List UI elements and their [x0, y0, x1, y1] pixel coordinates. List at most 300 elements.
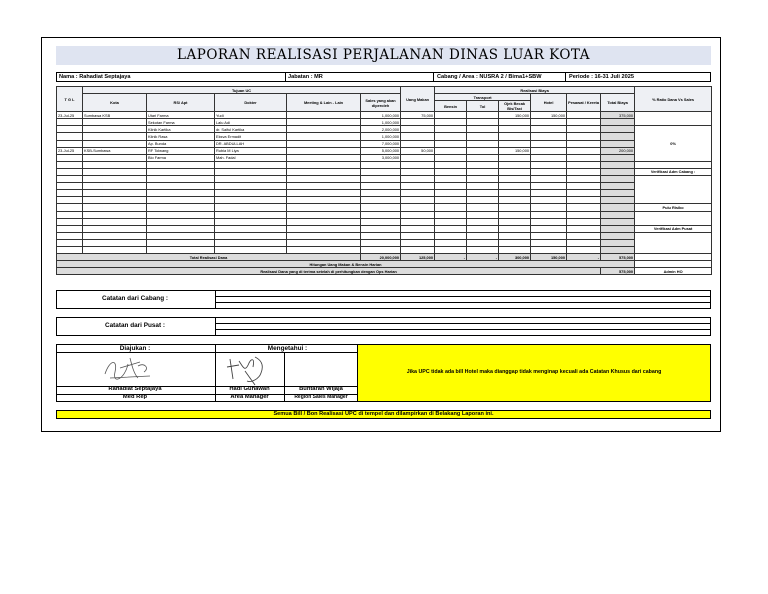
header-pesawat: Pesawat / Kereta: [567, 94, 601, 112]
cell-tol: [467, 176, 499, 183]
header-ratio: % Ratio Dana Vs Sales: [635, 87, 712, 112]
cell-tol: [467, 246, 499, 253]
cell-total: [601, 161, 635, 168]
cell-uang-makan: [401, 161, 435, 168]
cell-sales: [361, 232, 401, 239]
table-row: [57, 147, 712, 154]
cell-ojek: [499, 190, 531, 197]
ratio-value: 0%: [635, 126, 712, 161]
cell-tol: [467, 140, 499, 147]
table-row: [57, 190, 712, 197]
total-uang-makan: 125,000: [401, 254, 435, 261]
cell-bensin: [435, 161, 467, 168]
cell-hotel: [531, 197, 567, 204]
catatan-cabang-label: Catatan dari Cabang :: [101, 295, 169, 302]
cell-rs: Ap. Bunda: [147, 140, 215, 147]
cell-dokter: [215, 204, 287, 211]
cell-uang-makan: 75,000: [401, 112, 435, 119]
cell-kota: [83, 119, 147, 126]
cell-tgl: [57, 154, 83, 161]
cell-pesawat: [567, 147, 601, 154]
cell-uang-makan: [401, 225, 435, 232]
cell-tol: [467, 211, 499, 218]
cell-pesawat: [567, 225, 601, 232]
cell-uang-makan: 50,000: [401, 147, 435, 154]
cell-ojek: 150,000: [499, 147, 531, 154]
cell-bensin: [435, 183, 467, 190]
total-ojek: 300,000: [499, 254, 531, 261]
cell-meeting: [287, 190, 361, 197]
jabatan-field: Jabatan : MR: [288, 74, 323, 80]
cell-tol: [467, 197, 499, 204]
cell-meeting: [287, 246, 361, 253]
cell-rs: RF Tolwang: [147, 147, 215, 154]
cell-meeting: [287, 239, 361, 246]
cell-hotel: [531, 140, 567, 147]
cell-total: 375,000: [601, 112, 635, 119]
cell-rs: Klinik Kartika: [147, 126, 215, 133]
cell-rs: [147, 168, 215, 175]
header-dokter: Dokter: [215, 94, 287, 112]
cell-bensin: [435, 126, 467, 133]
cell-dokter: Eksva Ermadit: [215, 133, 287, 140]
cell-ojek: [499, 239, 531, 246]
cell-sales: [361, 246, 401, 253]
cell-kota: [83, 239, 147, 246]
cell-uang-makan: [401, 133, 435, 140]
cell-kota: [83, 183, 147, 190]
footer-text: Semua Bill / Bon Realisasi UPC di tempel dan dilampirkan di Belakang Laporan ini.: [273, 411, 494, 417]
cell-uang-makan: [401, 239, 435, 246]
cell-hotel: [531, 232, 567, 239]
cell-tol: [467, 239, 499, 246]
header-tujuan: Tujuan UC: [83, 87, 401, 94]
table-row: [57, 239, 712, 246]
diajukan-label: Diajukan :: [119, 345, 151, 352]
cell-ojek: [499, 154, 531, 161]
nama-field: Nama : Rahadiat Septajaya: [59, 74, 131, 80]
cell-pesawat: [567, 140, 601, 147]
cell-hotel: [531, 126, 567, 133]
cell-tol: [467, 119, 499, 126]
cell-tol: [467, 190, 499, 197]
cell-bensin: [435, 154, 467, 161]
cell-ojek: 150,000: [499, 112, 531, 119]
table-row: [57, 168, 712, 175]
cell-kota: [83, 197, 147, 204]
cell-tgl: [57, 176, 83, 183]
cell-bensin: [435, 225, 467, 232]
signer-3-name: Buntaran Wijaja: [299, 386, 343, 392]
cell-kota: Sumbawa KSB: [83, 112, 147, 119]
cell-uang-makan: [401, 190, 435, 197]
cell-hotel: [531, 239, 567, 246]
cell-bensin: [435, 147, 467, 154]
cell-total: [601, 126, 635, 133]
cell-ojek: [499, 133, 531, 140]
cell-sales: [361, 168, 401, 175]
cell-uang-makan: [401, 204, 435, 211]
cell-pesawat: [567, 119, 601, 126]
cell-tgl: [57, 246, 83, 253]
cell-ojek: [499, 140, 531, 147]
cell-bensin: [435, 190, 467, 197]
cell-total: [601, 239, 635, 246]
cell-kota: KSB-Sumbawa: [83, 147, 147, 154]
cell-tol: [467, 218, 499, 225]
total-label: Total Realisasi Dana: [57, 254, 361, 261]
periode-field: Periode : 16-31 Juli 2025: [569, 74, 634, 80]
cell-total: [601, 154, 635, 161]
cell-kota: [83, 126, 147, 133]
cell-tgl: [57, 232, 83, 239]
table-row: [57, 218, 712, 225]
cell-sales: 1,000,000: [361, 119, 401, 126]
cell-kota: [83, 133, 147, 140]
cell-ojek: [499, 218, 531, 225]
realisasi-label: Realisasi Dana yang di terima setelah di perhitungkan dengan Ops Harian: [57, 268, 601, 275]
cell-sales: [361, 183, 401, 190]
cell-total: 200,000: [601, 147, 635, 154]
cell-tol: [467, 133, 499, 140]
cell-dokter: [215, 239, 287, 246]
cell-total: [601, 133, 635, 140]
cell-kota: [83, 211, 147, 218]
cell-rs: [147, 211, 215, 218]
cell-rs: [147, 176, 215, 183]
cell-sales: 1,000,000: [361, 112, 401, 119]
cell-rs: Klinik Rasa: [147, 133, 215, 140]
note-text: Jika UPC tidak ada bill Hotel maka dianggap tidak menginap kecuali ada Catatan Khusus dari cabang: [406, 369, 662, 375]
cell-meeting: [287, 183, 361, 190]
table-row: [57, 204, 712, 211]
cell-tgl: 23-Jul-25: [57, 147, 83, 154]
cell-bensin: [435, 197, 467, 204]
cell-tgl: [57, 119, 83, 126]
cell-total: [601, 190, 635, 197]
total-bensin: -: [435, 254, 467, 261]
cell-kota: [83, 168, 147, 175]
header-sales: Sales yang akan diperoleh: [361, 94, 401, 112]
cell-pesawat: [567, 168, 601, 175]
cell-meeting: [287, 211, 361, 218]
cell-ojek: [499, 246, 531, 253]
cell-dokter: [215, 218, 287, 225]
cell-uang-makan: [401, 126, 435, 133]
cell-ojek: [499, 183, 531, 190]
cell-rs: Utari Farma: [147, 112, 215, 119]
table-row: [57, 232, 712, 239]
cell-sales: [361, 176, 401, 183]
total-tol: -: [467, 254, 499, 261]
cell-meeting: [287, 176, 361, 183]
cell-kota: [83, 140, 147, 147]
cell-bensin: [435, 246, 467, 253]
cell-dokter: DR. ABDULLAH: [215, 140, 287, 147]
cell-tgl: [57, 133, 83, 140]
cell-tgl: [57, 183, 83, 190]
cell-meeting: [287, 204, 361, 211]
cell-dokter: [215, 211, 287, 218]
totals-row: [57, 254, 712, 261]
cell-pesawat: [567, 211, 601, 218]
cell-pesawat: [567, 190, 601, 197]
cell-uang-makan: [401, 154, 435, 161]
cell-bensin: [435, 218, 467, 225]
report-title: LAPORAN REALISASI PERJALANAN DINAS LUAR KOTA: [56, 46, 711, 65]
table-row: [57, 140, 712, 147]
cell-tgl: [57, 239, 83, 246]
cell-total: [601, 176, 635, 183]
cell-tol: [467, 183, 499, 190]
admin-ho-label: Admin HO: [635, 268, 712, 275]
cell-uang-makan: [401, 197, 435, 204]
cell-dokter: [215, 183, 287, 190]
cell-meeting: [287, 225, 361, 232]
signer-1-name: Rahadiat Septajaya: [108, 386, 162, 392]
cell-rs: [147, 183, 215, 190]
cell-kota: [83, 225, 147, 232]
cell-uang-makan: [401, 183, 435, 190]
header-ojek: Ojek Becak Bis/Taxi: [499, 101, 531, 112]
cell-meeting: [287, 140, 361, 147]
cell-kota: [83, 204, 147, 211]
cell-ojek: [499, 161, 531, 168]
cell-tol: [467, 112, 499, 119]
cell-bensin: [435, 133, 467, 140]
cell-hotel: [531, 190, 567, 197]
signer-2-role: Area Manager: [230, 394, 269, 400]
cell-tgl: [57, 190, 83, 197]
header-tol: Tol: [467, 101, 499, 112]
header-rs: RS/ Apt: [147, 94, 215, 112]
total-pesawat: -: [567, 254, 601, 261]
cell-tol: [467, 168, 499, 175]
cell-kota: [83, 154, 147, 161]
cell-pesawat: [567, 246, 601, 253]
cell-hotel: [531, 154, 567, 161]
cell-sales: [361, 239, 401, 246]
pulu-risiko-label: Pulu Risiko: [635, 204, 712, 211]
cell-dokter: [215, 197, 287, 204]
cell-meeting: [287, 147, 361, 154]
cell-sales: [361, 225, 401, 232]
cell-dokter: [215, 161, 287, 168]
cell-sales: [361, 197, 401, 204]
cell-meeting: [287, 133, 361, 140]
cell-dokter: dr. Saiful Kartika: [215, 126, 287, 133]
cell-bensin: [435, 119, 467, 126]
header-bensin: Bensin: [435, 101, 467, 112]
cell-sales: [361, 204, 401, 211]
cell-pesawat: [567, 197, 601, 204]
cell-tol: [467, 225, 499, 232]
total-total: 575,000: [601, 254, 635, 261]
header-uang-makan: Uang Makan: [401, 87, 435, 112]
cell-meeting: [287, 197, 361, 204]
cell-hotel: [531, 246, 567, 253]
cell-sales: 5,000,000: [361, 147, 401, 154]
cell-rs: [147, 161, 215, 168]
table-row: [57, 112, 712, 119]
cell-bensin: [435, 239, 467, 246]
cell-kota: [83, 232, 147, 239]
cell-meeting: [287, 168, 361, 175]
total-sales: 20,000,000: [361, 254, 401, 261]
realisasi-total: 575,000: [601, 268, 635, 275]
cell-hotel: 150,000: [531, 112, 567, 119]
cell-ojek: [499, 197, 531, 204]
mengetahui-label: Mengetahui :: [267, 345, 308, 352]
cell-bensin: [435, 176, 467, 183]
cell-rs: [147, 190, 215, 197]
signature-hadi: [225, 353, 275, 387]
cell-uang-makan: [401, 119, 435, 126]
cell-hotel: [531, 183, 567, 190]
signer-3-role: Region Sales Manager: [294, 394, 348, 400]
cell-ojek: [499, 126, 531, 133]
cell-total: [601, 140, 635, 147]
cell-sales: 2,000,000: [361, 126, 401, 133]
cell-uang-makan: [401, 176, 435, 183]
signature-rahadiat: [100, 354, 160, 384]
cell-ojek: [499, 176, 531, 183]
cell-pesawat: [567, 154, 601, 161]
cell-tol: [467, 147, 499, 154]
cell-meeting: [287, 218, 361, 225]
table-row: [57, 133, 712, 140]
cell-pesawat: [567, 239, 601, 246]
cell-tgl: [57, 211, 83, 218]
cell-pesawat: [567, 232, 601, 239]
cell-uang-makan: [401, 232, 435, 239]
cell-tol: [467, 161, 499, 168]
cell-pesawat: [567, 126, 601, 133]
cell-tgl: [57, 161, 83, 168]
cell-kota: [83, 218, 147, 225]
cell-pesawat: [567, 218, 601, 225]
cell-pesawat: [567, 161, 601, 168]
cell-uang-makan: [401, 218, 435, 225]
cell-tol: [467, 126, 499, 133]
cell-rs: [147, 197, 215, 204]
cell-kota: [83, 246, 147, 253]
cell-rs: Bio Farma: [147, 154, 215, 161]
cell-hotel: [531, 168, 567, 175]
cell-bensin: [435, 140, 467, 147]
cell-ojek: [499, 232, 531, 239]
table-row: [57, 197, 712, 204]
signer-1-role: Med Rep: [122, 394, 148, 400]
cell-uang-makan: [401, 140, 435, 147]
header-realisasi: Realisasi Biaya: [435, 87, 635, 94]
cell-tgl: [57, 218, 83, 225]
verif-pusat-label: Verifikasi Adm Pusat: [635, 225, 712, 232]
cell-rs: Sekotan Farma: [147, 119, 215, 126]
cell-ojek: [499, 119, 531, 126]
cell-meeting: [287, 232, 361, 239]
cell-total: [601, 204, 635, 211]
cell-hotel: [531, 204, 567, 211]
cell-hotel: [531, 147, 567, 154]
cell-dokter: Rubia M Liya: [215, 147, 287, 154]
cell-bensin: [435, 112, 467, 119]
cell-hotel: [531, 161, 567, 168]
cell-total: [601, 232, 635, 239]
cell-bensin: [435, 232, 467, 239]
table-row: [57, 126, 712, 133]
info-bar: [56, 72, 711, 82]
header-kota: Kota: [83, 94, 147, 112]
cell-meeting: [287, 161, 361, 168]
cell-dokter: [215, 176, 287, 183]
cell-tol: [467, 204, 499, 211]
cell-bensin: [435, 204, 467, 211]
cell-pesawat: [567, 183, 601, 190]
cell-pesawat: [567, 133, 601, 140]
cell-dokter: [215, 232, 287, 239]
cell-total: [601, 183, 635, 190]
cell-total: [601, 218, 635, 225]
cell-sales: [361, 211, 401, 218]
cell-hotel: [531, 218, 567, 225]
cell-sales: [361, 161, 401, 168]
total-hotel: 150,000: [531, 254, 567, 261]
verif-cabang-label: Verifikasi Adm Cabang :: [635, 168, 712, 175]
cell-uang-makan: [401, 168, 435, 175]
table-row: [57, 246, 712, 253]
cabang-field: Cabang / Area : NUSRA 2 / Bima1+SBW: [437, 74, 542, 80]
cell-sales: 7,000,000: [361, 140, 401, 147]
cell-tgl: [57, 197, 83, 204]
cell-kota: [83, 190, 147, 197]
cell-rs: [147, 218, 215, 225]
cell-dokter: [215, 168, 287, 175]
cell-tgl: [57, 168, 83, 175]
cell-hotel: [531, 225, 567, 232]
cell-rs: [147, 246, 215, 253]
cell-hotel: [531, 211, 567, 218]
catatan-pusat-label: Catatan dari Pusat :: [104, 322, 165, 329]
cell-pesawat: [567, 204, 601, 211]
cell-total: [601, 225, 635, 232]
cell-meeting: [287, 154, 361, 161]
table-row: [57, 154, 712, 161]
cell-sales: 1,000,000: [361, 133, 401, 140]
table-row: [57, 161, 712, 168]
cell-pesawat: [567, 176, 601, 183]
cell-total: [601, 211, 635, 218]
cell-tol: [467, 154, 499, 161]
header-meeting: Meeting & Lain - Lain: [287, 94, 361, 112]
cell-ojek: [499, 211, 531, 218]
signer-2-name: Hadi Gunawan: [229, 386, 270, 392]
cell-tgl: 23-Jul-25: [57, 112, 83, 119]
cell-rs: [147, 204, 215, 211]
cell-rs: [147, 232, 215, 239]
header-tgl: T G L: [57, 87, 83, 112]
cell-dokter: Yudi: [215, 112, 287, 119]
cell-total: [601, 168, 635, 175]
cell-dokter: [215, 225, 287, 232]
header-hotel: Hotel: [531, 94, 567, 112]
header-transport: Transport: [435, 94, 531, 101]
hitungan-label: Hitungan Uang Makan & Bensin Harian: [57, 261, 635, 268]
cell-tgl: [57, 204, 83, 211]
table-row: [57, 176, 712, 183]
cell-total: [601, 119, 635, 126]
table-row: [57, 183, 712, 190]
